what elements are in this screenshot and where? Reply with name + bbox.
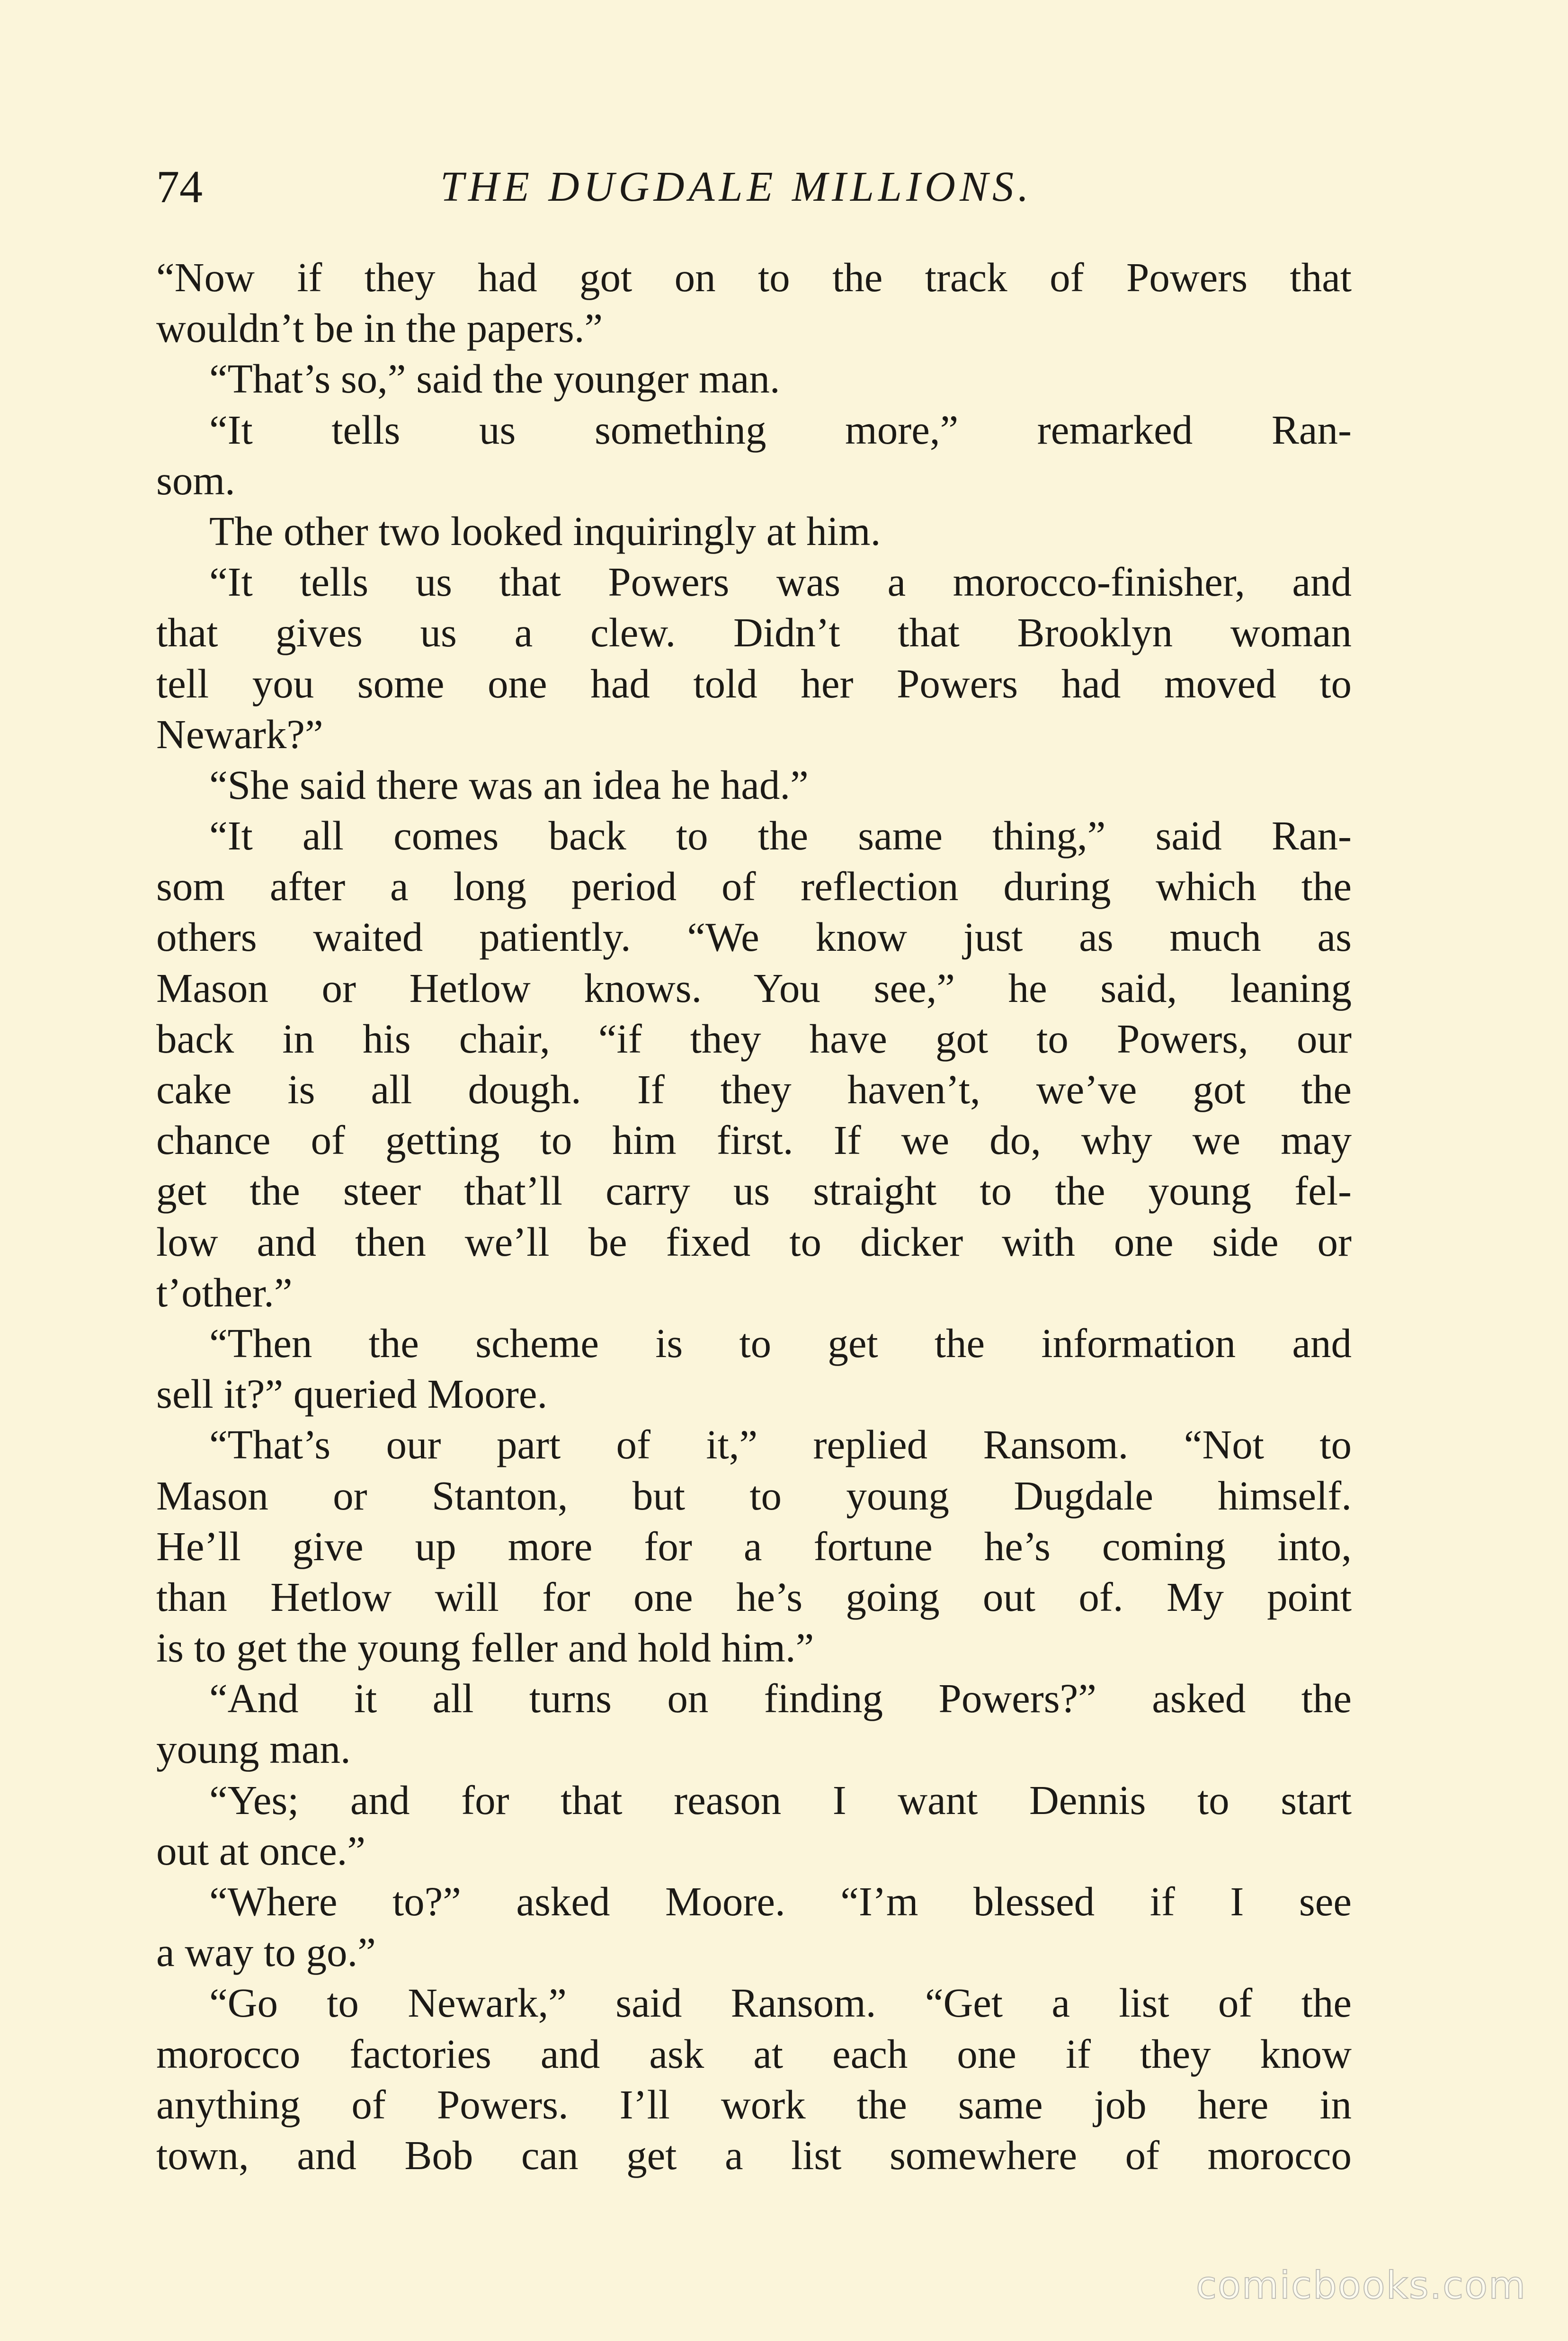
text-line: “Go to Newark,” said Ransom. “Get a list of the: [209, 1980, 1352, 2026]
text-line: som after a long period of reflection during which the: [156, 863, 1352, 910]
text-line: t’other.”: [156, 1269, 293, 1315]
text-line: young man.: [156, 1726, 351, 1772]
text-line: tell you some one had told her Powers had moved to: [156, 660, 1352, 706]
text-line: “It all comes back to the same thing,” said Ran-: [209, 813, 1352, 859]
text-line: sell it?” queried Moore.: [156, 1371, 548, 1417]
text-line: “She said there was an idea he had.”: [209, 761, 809, 808]
text-line: som.: [156, 457, 235, 503]
text-line: anything of Powers. I’ll work the same job here in: [156, 2081, 1352, 2127]
text-line: Mason or Stanton, but to young Dugdale himself.: [156, 1472, 1352, 1519]
text-line: “It tells us that Powers was a morocco-finisher, and: [209, 559, 1352, 605]
text-line: that gives us a clew. Didn’t that Brooklyn woman: [156, 609, 1352, 656]
text-line: than Hetlow will for one he’s going out of. My point: [156, 1573, 1352, 1620]
text-line: chance of getting to him first. If we do, why we may: [156, 1117, 1352, 1163]
watermark: comicbooks.com: [1195, 2263, 1526, 2307]
text-line: wouldn’t be in the papers.”: [156, 305, 603, 351]
text-line: cake is all dough. If they haven’t, we’ve got the: [156, 1066, 1352, 1112]
body-text: [156, 252, 1352, 2180]
text-line: morocco factories and ask at each one if they know: [156, 2030, 1352, 2077]
text-line: back in his chair, “if they have got to Powers, our: [156, 1015, 1352, 1062]
running-title: THE DUGDALE MILLIONS.: [440, 163, 1033, 210]
text-line: Mason or Hetlow knows. You see,” he said, leaning: [156, 965, 1352, 1011]
text-line: get the steer that’ll carry us straight to the young fel-: [156, 1168, 1352, 1214]
text-line: low and then we’ll be fixed to dicker with one side or: [156, 1218, 1352, 1265]
text-line: “Yes; and for that reason I want Dennis to start: [209, 1777, 1352, 1823]
text-line: a way to go.”: [156, 1929, 376, 1975]
text-line: “Then the scheme is to get the information and: [209, 1320, 1352, 1366]
text-line: others waited patiently. “We know just as much as: [156, 914, 1352, 960]
text-line: is to get the young feller and hold him.”: [156, 1625, 814, 1671]
text-line: town, and Bob can get a list somewhere of morocco: [156, 2132, 1352, 2178]
text-line: “And it all turns on finding Powers?” asked the: [209, 1675, 1352, 1722]
text-line: Newark?”: [156, 711, 323, 757]
text-line: “That’s so,” said the younger man.: [209, 356, 780, 402]
text-line: “Now if they had got on to the track of Powers that: [156, 254, 1352, 300]
text-line: out at once.”: [156, 1827, 366, 1874]
text-line: “That’s our part of it,” replied Ransom. “Not to: [209, 1421, 1352, 1468]
text-line: “Where to?” asked Moore. “I’m blessed if I see: [209, 1878, 1352, 1924]
text-line: The other two looked inquiringly at him.: [209, 508, 881, 554]
text-line: “It tells us something more,” remarked Ran-: [209, 406, 1352, 453]
page-header: [156, 156, 1084, 218]
text-line: He’ll give up more for a fortune he’s coming into,: [156, 1523, 1352, 1569]
page-number: 74: [156, 161, 203, 213]
